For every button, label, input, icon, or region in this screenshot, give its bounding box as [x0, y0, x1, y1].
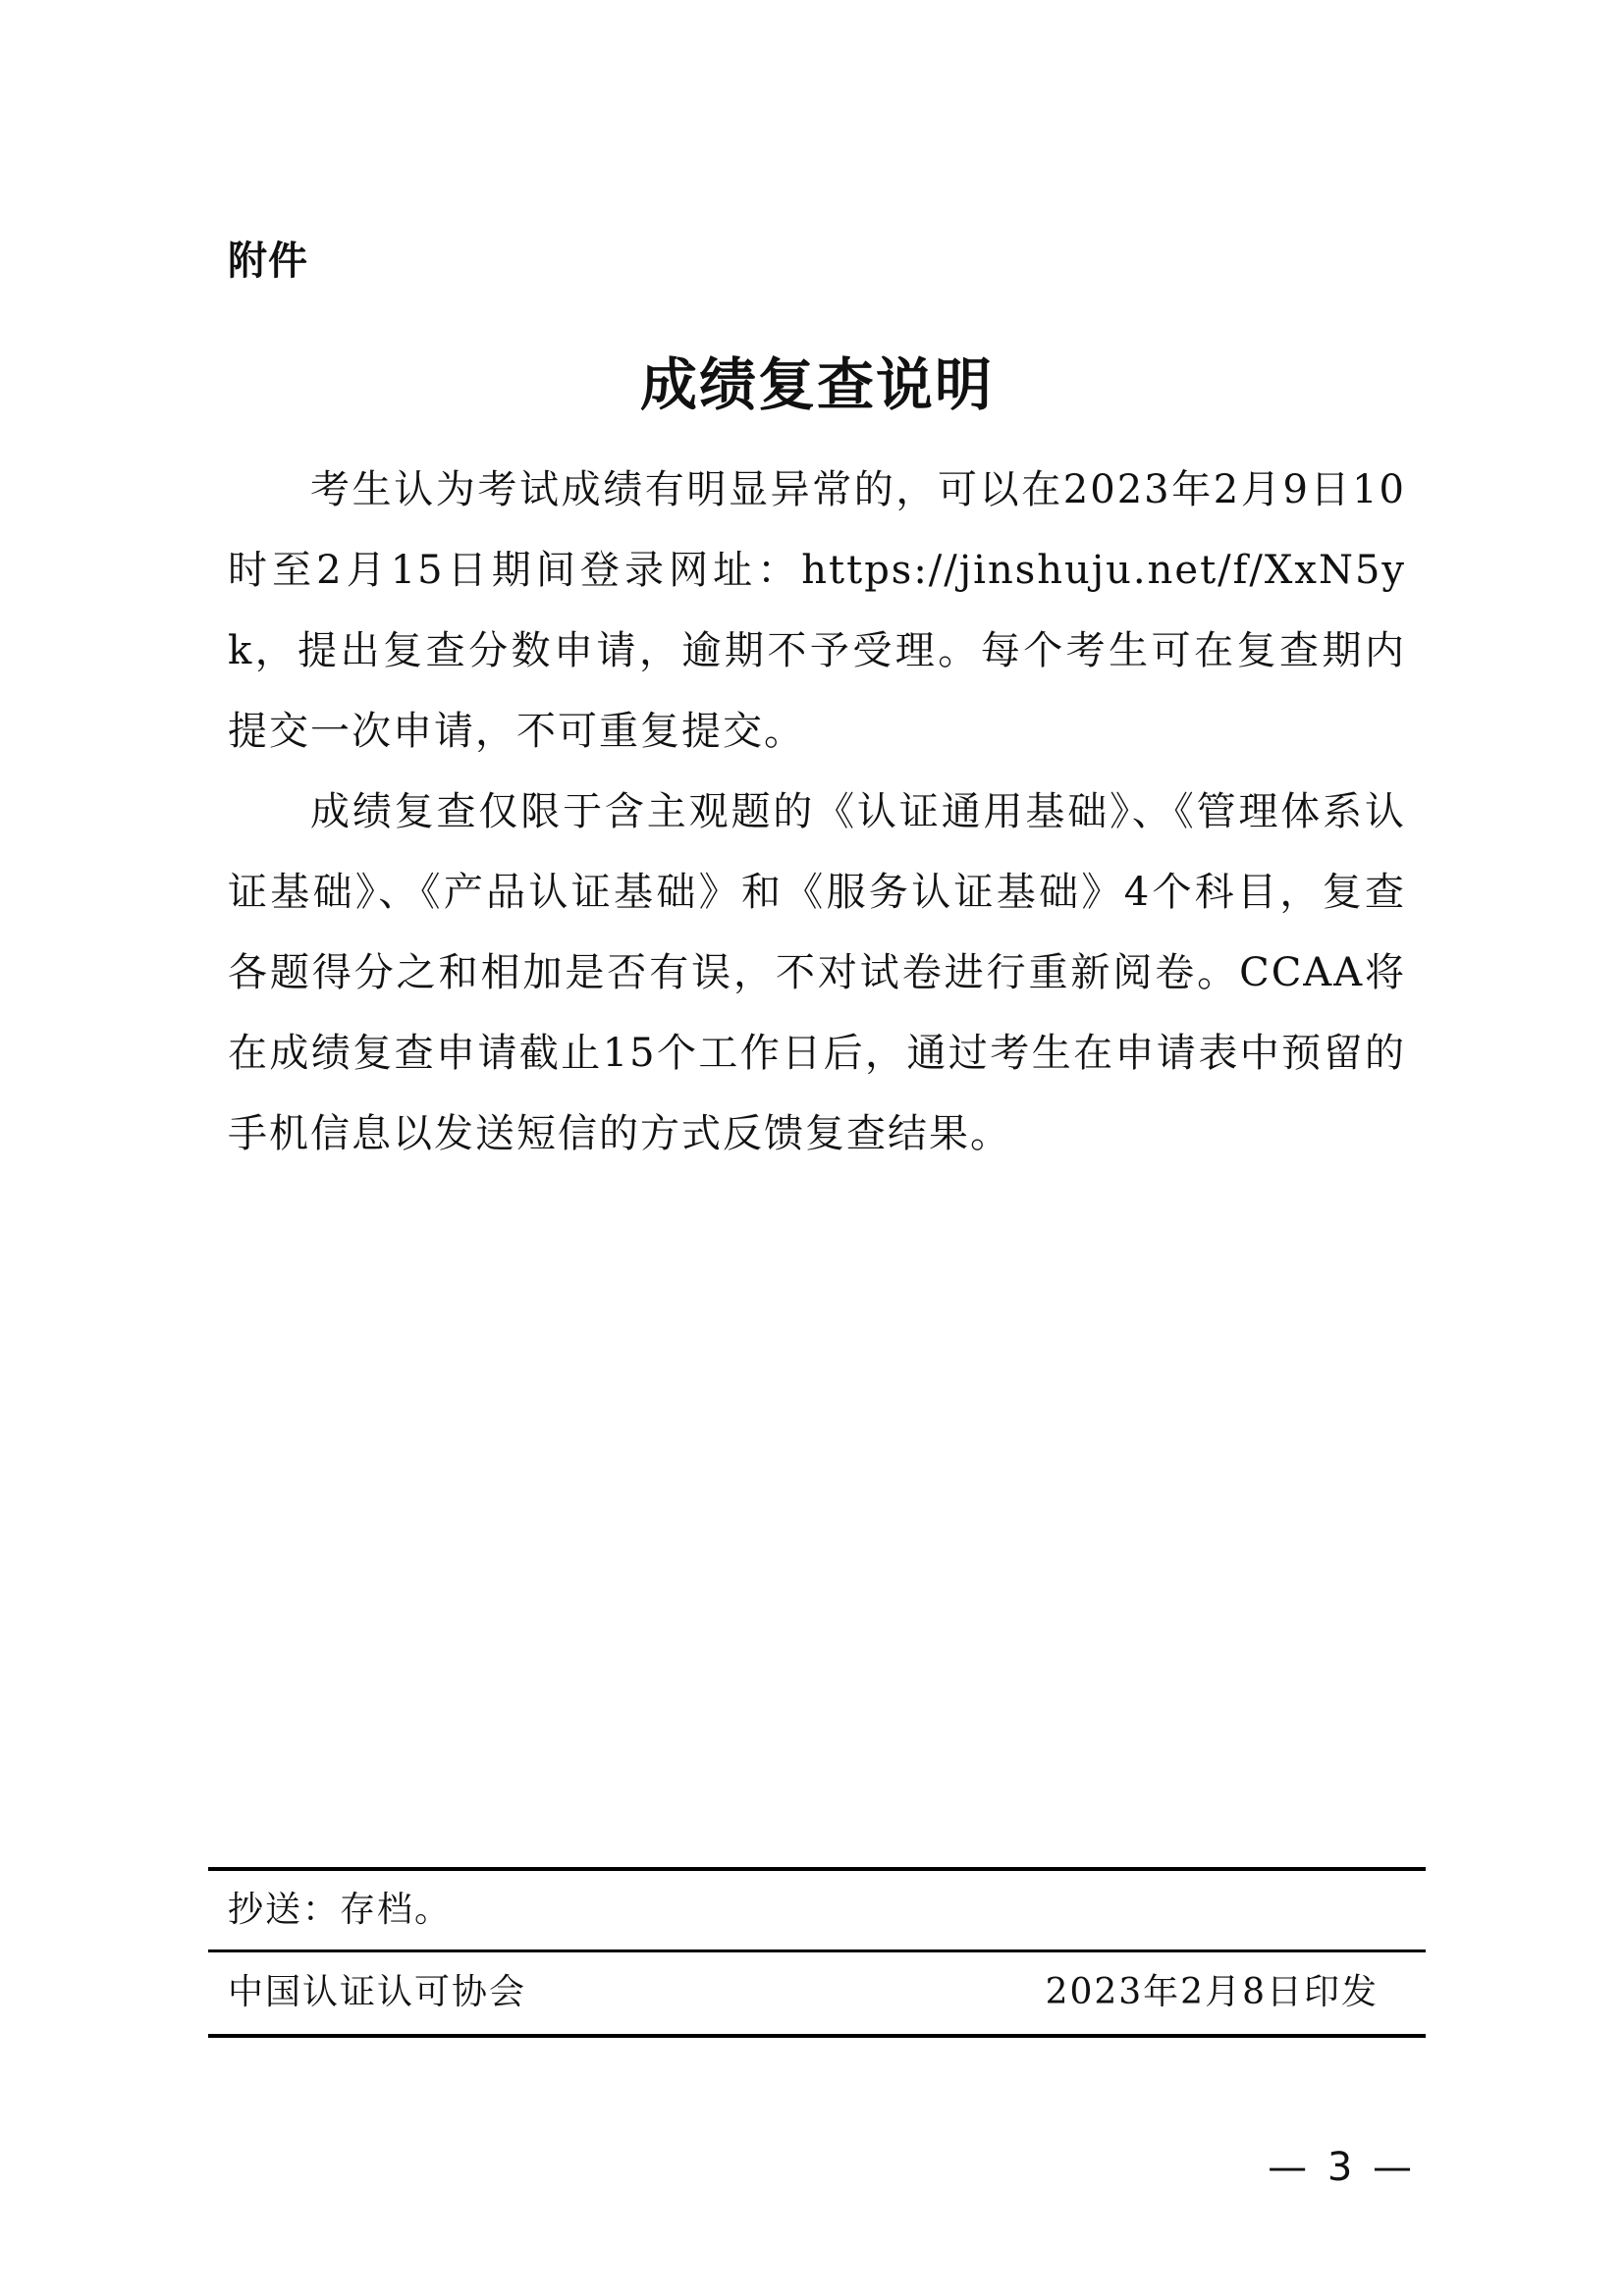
paragraph-review-scope: 成绩复查仅限于含主观题的《认证通用基础》、《管理体系认证基础》、《产品认证基础》和《服务认证基础》4个科目，复查各题得分之和相加是否有误，不对试卷进行重新阅卷。CCAA将在成绩复查申请截止15个工作日后，通过考生在申请表中预留的手机信息以发送短信的方式反馈复查结果。 [228, 789, 1406, 1156]
paragraph-application: 考生认为考试成绩有明显异常的，可以在2023年2月9日10时至2月15日期间登录网址：https://jinshuju.net/f/XxN5yk，提出复查分数申请，逾期不予受理。每个考生可在复查期内提交一次申请，不可重复提交。 [228, 467, 1406, 754]
cc-line: 抄送：存档。 [228, 1890, 453, 1930]
document-title: 成绩复查说明 [639, 351, 994, 418]
document-body [228, 450, 1406, 1174]
footer-rule-bottom [208, 2034, 1426, 2038]
issue-date: 2023年2月8日印发 [1045, 1972, 1379, 2012]
issuer-name: 中国认证认可协会 [228, 1972, 527, 2012]
footer-rule-top [208, 1867, 1426, 1871]
page-number: — 3 — [1268, 2145, 1416, 2190]
footer-rule-middle [208, 1949, 1426, 1952]
attachment-label: 附件 [228, 239, 308, 284]
